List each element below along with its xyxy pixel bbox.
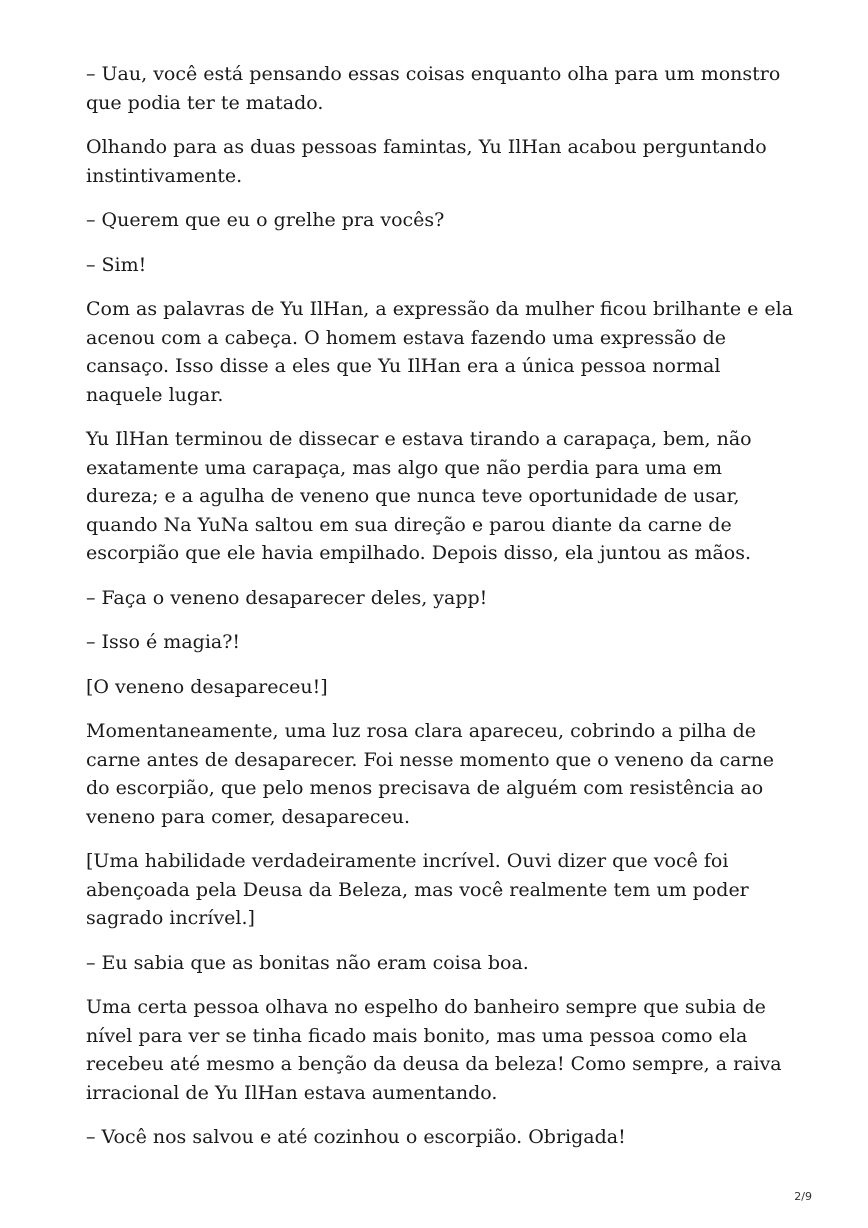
paragraph-12: – Eu sabia que as bonitas não eram coisa boa. bbox=[86, 951, 529, 974]
paragraph-5: Com as palavras de Yu IlHan, a expressão da mulher ficou brilhante e ela acenou com a cabeça. O homem estava fazendo uma expressão de cansaço. Isso disse a eles que Yu IlHan era a única pessoa normal naquele lugar. bbox=[86, 298, 794, 406]
document-body bbox=[86, 60, 798, 1168]
paragraph-4: – Sim! bbox=[86, 253, 147, 276]
paragraph-2: Olhando para as duas pessoas famintas, Yu IlHan acabou perguntando instintivamente. bbox=[86, 136, 767, 187]
page-number: 2/9 bbox=[794, 1190, 812, 1203]
paragraph-1: – Uau, você está pensando essas coisas enquanto olha para um monstro que podia ter te matado. bbox=[86, 63, 781, 114]
paragraph-13: Uma certa pessoa olhava no espelho do banheiro sempre que subia de nível para ver se tinha ficado mais bonito, mas uma pessoa como ela recebeu até mesmo a benção da deusa da beleza! Como sempre, a raiva irracional de Yu IlHan estava aumentando. bbox=[86, 996, 782, 1104]
paragraph-6: Yu IlHan terminou de dissecar e estava tirando a carapaça, bem, não exatamente uma carapaça, mas algo que não perdia para uma em dureza; e a agulha de veneno que nunca teve oportunidade de usar, quando Na YuNa saltou em sua direção e parou diante da carne de escorpião que ele havia empilhado. Depois disso, ela juntou as mãos. bbox=[86, 428, 752, 564]
paragraph-11: [Uma habilidade verdadeiramente incrível. Ouvi dizer que você foi abençoada pela Deusa da Beleza, mas você realmente tem um poder sagrado incrível.] bbox=[86, 850, 749, 929]
paragraph-3: – Querem que eu o grelhe pra vocês? bbox=[86, 209, 445, 231]
paragraph-10: Momentaneamente, uma luz rosa clara apareceu, cobrindo a pilha de carne antes de desaparecer. Foi nesse momento que o veneno da carne do escorpião, que pelo menos precisava de alguém com resistência ao veneno para comer, desapareceu. bbox=[86, 720, 774, 828]
paragraph-7: – Faça o veneno desaparecer deles, yapp! bbox=[86, 586, 488, 609]
paragraph-9: [O veneno desapareceu!] bbox=[86, 675, 328, 698]
paragraph-14: – Você nos salvou e até cozinhou o escorpião. Obrigada! bbox=[86, 1126, 626, 1148]
paragraph-8: – Isso é magia?! bbox=[86, 631, 241, 653]
